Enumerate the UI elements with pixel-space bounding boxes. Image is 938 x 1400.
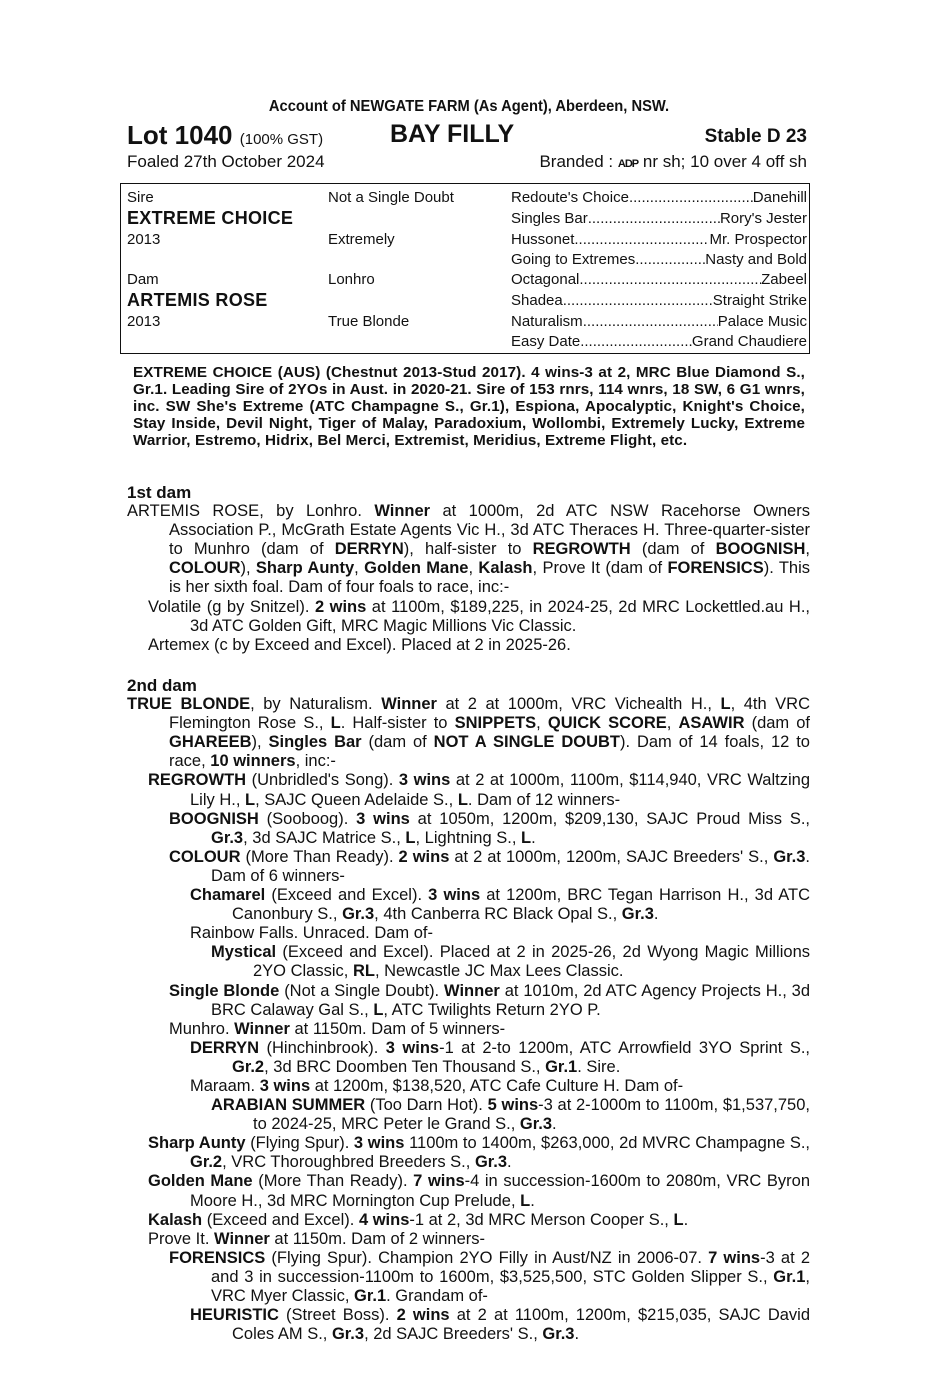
highlight-text: 3 wins	[259, 1076, 311, 1095]
highlight-text: Gr.2	[232, 1057, 265, 1076]
highlight-text: Gr.3	[474, 1153, 508, 1172]
highlight-text: Gr.3	[211, 828, 244, 847]
text-segment: , 2d SAJC Breeders' S.,	[364, 1325, 543, 1344]
highlight-text: L	[245, 790, 256, 809]
text-segment: at 1050m, 1200m, $209,130, SAJC Proud Miss S.,	[409, 809, 811, 828]
text-segment: at 1000m, 2d ATC NSW Racehorse Owners Association P., McGrath Estate Agents Vic H., 3d ATC Theraces H. Three-quarter-sister to Munhro (dam of	[169, 502, 810, 559]
text-segment: ,	[468, 559, 479, 578]
sire-year: 2013	[127, 231, 161, 248]
highlight-text: HEURISTIC	[190, 1306, 279, 1325]
text-segment: . Dam of 6 winners-	[211, 847, 811, 885]
text-segment: , by Naturalism.	[250, 695, 382, 714]
text-segment: at 2 at 1000m, 1100m, $114,940, VRC Waltzing Lily H.,	[190, 771, 811, 809]
highlight-text: L	[330, 714, 341, 733]
sire-name: EXTREME CHOICE	[127, 208, 294, 228]
text-segment: (Not a Single Doubt).	[279, 981, 445, 1000]
produce-record	[127, 886, 810, 924]
grandparent-sire-name: Octagonal	[511, 271, 580, 288]
text-segment: (Exceed and Excel). Placed at 2 in 2025-26, 2d Wyong Magic Millions 2YO Classic,	[253, 943, 810, 981]
highlight-text: 3 wins	[385, 1038, 440, 1057]
first-dam-section	[127, 483, 810, 655]
highlight-text: Gr.3	[542, 1325, 575, 1344]
text-segment: (More Than Ready).	[240, 847, 399, 866]
highlight-text: Winner	[234, 1019, 290, 1038]
grandparent-sire-name: Naturalism	[511, 313, 583, 330]
text-segment: -4 in succession-1600m to 2080m, VRC Byron Moore H., 3d MRC Mornington Cup Prelude,	[190, 1172, 811, 1210]
gst-note: (100% GST)	[239, 131, 324, 148]
dot-leader	[583, 313, 718, 330]
grandparent-row	[511, 210, 807, 227]
produce-record	[127, 1077, 810, 1096]
highlight-text: Chamarel	[190, 886, 266, 905]
text-segment: 1100m to 1400m, $263,000, 2d MVRC Champagne S.,	[404, 1134, 810, 1153]
highlight-text: 2 wins	[396, 1306, 450, 1325]
highlight-text: COLOUR	[169, 847, 241, 866]
highlight-text: 4 wins	[358, 1210, 410, 1229]
highlight-text: 3 wins	[356, 809, 410, 828]
text-segment: , VRC Thoroughbred Breeders S.,	[222, 1153, 475, 1172]
highlight-text: Mystical	[211, 943, 277, 962]
produce-record	[127, 1306, 810, 1344]
sire-summary: EXTREME CHOICE (AUS) (Chestnut 2013-Stud 2017). 4 wins-3 at 2, MRC Blue Diamond S., Gr.1. Leading Sire of 2YOs in Aust. in 2020-21. Sire of 153 rnrs, 114 wnrs, 18 SW, 6 G1 wnrs, inc. SW She's Extreme (ATC Champagne S., Gr.1), Espiona, Apocalyptic, Knight's Choice, Stay Inside, Devil Night, Tiger of Malay, Paradoxium, Wollombi, Extremely Lucky, Extreme Warrior, Estremo, Hidrix, Bel Merci, Extremist, Meridius, Extreme Flight, etc.	[133, 364, 805, 449]
text-segment: -1 at 2-to 1200m, ATC Arrowfield 3YO Sprint S.,	[439, 1038, 810, 1057]
grandparent-dam-sire-name: Zabeel	[761, 271, 807, 288]
text-segment: ,	[354, 559, 365, 578]
grandparent-sire-name: Easy Date	[511, 333, 581, 350]
branding	[539, 152, 807, 172]
highlight-text: Winner	[374, 502, 431, 521]
text-segment: (More Than Ready).	[252, 1172, 414, 1191]
highlight-text: Winner	[381, 695, 437, 714]
highlight-text: 3 wins	[398, 771, 451, 790]
grandparent-row	[511, 292, 807, 309]
text-segment: (Exceed and Excel).	[202, 1210, 359, 1229]
text-segment: Prove It.	[148, 1229, 215, 1248]
text-segment: , Newcastle JC Max Lees Classic.	[374, 962, 624, 981]
produce-record	[127, 1039, 810, 1077]
produce-record	[127, 943, 810, 981]
produce-record	[127, 924, 810, 943]
produce-record	[127, 1230, 810, 1249]
text-segment: (Flying Spur).	[245, 1134, 354, 1153]
text-segment: (Sooboog).	[258, 809, 357, 828]
highlight-text: Sharp Aunty	[255, 559, 355, 578]
grandparent-dam-sire-name: Straight Strike	[712, 292, 807, 309]
highlight-text: L	[720, 695, 731, 714]
text-segment: , 3d BRC Doomben Ten Thousand S.,	[264, 1057, 546, 1076]
text-segment: -1 at 2, 3d MRC Merson Cooper S.,	[409, 1210, 674, 1229]
consignor-line: Account of NEWGATE FARM (As Agent), Aberdeen, NSW.	[268, 98, 670, 115]
produce-record	[127, 1096, 810, 1134]
stable-location: Stable D 23	[704, 126, 807, 147]
highlight-text: Winner	[214, 1229, 270, 1248]
highlight-text: L	[521, 828, 532, 847]
highlight-text: Gr.3	[621, 905, 654, 924]
dam-dam: True Blonde	[328, 313, 410, 330]
text-segment: , 4th VRC Flemington Rose S.,	[169, 695, 811, 733]
text-segment: -3 at 2-1000m to 1100m, $1,537,750, to 2024-25, MRC Peter le Grand S.,	[253, 1096, 810, 1134]
second-dam-section	[127, 676, 810, 1344]
produce-record	[127, 771, 810, 809]
second-dam-heading: 2nd dam	[127, 676, 197, 695]
highlight-text: COLOUR	[169, 559, 241, 578]
text-segment: , inc:-	[295, 752, 336, 771]
text-segment: ),	[251, 733, 269, 752]
text-segment: (dam of	[744, 714, 811, 733]
highlight-text: Kalash	[148, 1210, 203, 1229]
text-segment: Maraam.	[190, 1076, 260, 1095]
text-segment: at 1010m, 2d ATC Agency Projects H., 3d BRC Calaway Gal S.,	[211, 981, 811, 1019]
text-segment: (Street Boss).	[278, 1306, 397, 1325]
text-segment: at 1200m, $138,520, ATC Cafe Culture H. Dam of-	[310, 1076, 684, 1095]
grandparent-sire-name: Hussonet	[511, 231, 575, 248]
text-segment: , SAJC Queen Adelaide S.,	[255, 790, 458, 809]
text-segment: .	[683, 1210, 689, 1229]
grandparent-sire-name: Redoute's Choice	[511, 189, 629, 206]
highlight-text: L	[373, 1000, 384, 1019]
text-segment: ARTEMIS ROSE, by Lonhro.	[127, 502, 375, 521]
first-dam-text	[127, 502, 810, 597]
produce-record	[127, 695, 810, 771]
highlight-text: BOOGNISH	[715, 540, 806, 559]
text-segment: . Sire.	[577, 1057, 621, 1076]
text-segment: at 1150m. Dam of 2 winners-	[269, 1229, 486, 1248]
highlight-text: Gr.2	[190, 1153, 223, 1172]
dot-leader	[588, 210, 720, 227]
text-segment: Volatile (g by Snitzel).	[148, 597, 315, 616]
text-segment: .	[507, 1153, 512, 1172]
branded-text: nr sh; 10 over 4 off sh	[642, 152, 807, 171]
text-segment: . Grandam of-	[386, 1287, 488, 1305]
dam-year: 2013	[127, 313, 161, 330]
highlight-text: L	[673, 1210, 684, 1229]
text-segment: (Flying Spur). Champion 2YO Filly in Aust/NZ in 2006-07.	[265, 1248, 709, 1267]
produce-record	[127, 1134, 810, 1172]
highlight-text: Gr.3	[519, 1115, 552, 1134]
highlight-text: QUICK SCORE	[547, 714, 667, 733]
highlight-text: 3 wins	[428, 886, 481, 905]
text-segment: ,	[805, 540, 810, 559]
text-segment: ). This is her sixth foal. Dam of four foals to race, inc:-	[169, 559, 811, 597]
highlight-text: DERRYN	[334, 540, 404, 559]
produce-record	[127, 810, 810, 848]
highlight-text: REGROWTH	[148, 771, 247, 790]
highlight-text: L	[520, 1191, 531, 1210]
highlight-text: FORENSICS	[169, 1248, 266, 1267]
dot-leader	[635, 251, 705, 268]
grandparent-sire-name: Singles Bar	[511, 210, 588, 227]
highlight-text: RL	[352, 962, 375, 981]
grandparent-row	[511, 313, 807, 330]
dot-leader	[580, 333, 692, 350]
text-segment: Rainbow Falls. Unraced. Dam of-	[190, 924, 434, 943]
text-segment: (Hinchinbrook).	[259, 1038, 386, 1057]
foaled-date: Foaled 27th October 2024	[127, 152, 325, 171]
produce-record	[127, 982, 810, 1020]
highlight-text: GHAREEB	[169, 733, 252, 752]
text-segment: (Exceed and Excel).	[265, 886, 429, 905]
highlight-text: TRUE BLONDE	[127, 695, 251, 714]
text-segment: at 2 at 1000m, VRC Vichealth H.,	[436, 695, 721, 714]
text-segment: , VRC Myer Classic,	[211, 1267, 810, 1305]
produce-record	[127, 1020, 810, 1039]
lot-number	[127, 120, 323, 151]
text-segment: at 2 at 1100m, 1200m, $215,035, SAJC David Coles AM S.,	[232, 1306, 811, 1344]
dot-leader	[629, 189, 753, 206]
highlight-text: 10 winners	[210, 752, 296, 771]
produce-record	[127, 1211, 810, 1230]
text-segment: at 2 at 1000m, 1200m, SAJC Breeders' S.,	[449, 847, 774, 866]
text-segment: , Prove It (dam of	[532, 559, 668, 578]
text-segment: , 3d SAJC Matrice S.,	[243, 828, 406, 847]
dam-name: ARTEMIS ROSE	[127, 290, 268, 310]
text-segment: .	[530, 1191, 535, 1210]
grandparent-row	[511, 271, 807, 288]
highlight-text: Singles Bar	[268, 733, 362, 752]
grandparent-row	[511, 231, 807, 248]
dot-leader	[563, 292, 713, 309]
dam-sire: Lonhro	[328, 271, 375, 288]
brand-mark: ADP	[617, 158, 639, 170]
grandparent-row	[511, 333, 807, 350]
grandparent-dam-sire-name: Grand Chaudiere	[691, 333, 807, 350]
text-segment: . Half-sister to	[340, 714, 455, 733]
branded-label: Branded :	[539, 152, 614, 171]
text-segment: (Unbridled's Song).	[246, 771, 399, 790]
horse-description: BAY FILLY	[390, 120, 515, 148]
sire-label: Sire	[127, 189, 154, 206]
highlight-text: SNIPPETS	[454, 714, 537, 733]
highlight-text: Golden Mane	[364, 559, 469, 578]
highlight-text: 7 wins	[708, 1248, 761, 1267]
text-segment: at 1100m, $189,225, in 2024-25, 2d MRC Lockettled.au H., 3d ATC Golden Gift, MRC Magic Millions Vic Classic.	[190, 597, 810, 635]
text-segment: (Too Darn Hot).	[365, 1096, 488, 1115]
highlight-text: 3 wins	[353, 1134, 405, 1153]
text-segment: .	[531, 828, 536, 847]
grandparent-sire-name: Going to Extremes	[511, 251, 636, 268]
first-dam-foal	[127, 636, 810, 655]
grandparent-dam-sire-name: Palace Music	[717, 313, 807, 330]
text-segment: . Dam of 12 winners-	[467, 790, 621, 809]
highlight-text: L	[405, 828, 416, 847]
grandparent-sire-name: Shadea	[511, 292, 563, 309]
highlight-text: Gr.1	[545, 1057, 578, 1076]
grandparent-row	[511, 189, 807, 206]
first-dam-heading: 1st dam	[127, 483, 192, 502]
highlight-text: 2 wins	[398, 847, 450, 866]
highlight-text: FORENSICS	[667, 559, 764, 578]
produce-record	[127, 1172, 810, 1210]
highlight-text: 7 wins	[413, 1172, 465, 1191]
text-segment: (dam of	[630, 540, 716, 559]
text-segment: (dam of	[361, 733, 434, 752]
text-segment: .	[552, 1115, 557, 1134]
highlight-text: DERRYN	[190, 1038, 260, 1057]
grandparent-dam-sire-name: Danehill	[752, 189, 807, 206]
grandparent-dam-sire-name: Rory's Jester	[719, 210, 807, 227]
sire-sire: Not a Single Doubt	[328, 189, 454, 206]
text-segment: ), half-sister to	[403, 540, 533, 559]
text-segment: , ATC Twilights Return 2YO P.	[383, 1000, 601, 1019]
text-segment: ,	[536, 714, 548, 733]
grandparent-dam-sire-name: Mr. Prospector	[709, 231, 807, 248]
highlight-text: Kalash	[478, 559, 533, 578]
text-segment: ). Dam of 14 foals, 12 to race,	[169, 733, 810, 771]
highlight-text: ARABIAN SUMMER	[211, 1096, 366, 1115]
grandparent-row	[511, 251, 807, 268]
second-dam-entries	[127, 695, 810, 1344]
produce-record	[127, 848, 810, 886]
text-segment: , 4th Canberra RC Black Opal S.,	[374, 905, 622, 924]
text-segment: at 1200m, BRC Tegan Harrison H., 3d ATC Canonbury S.,	[232, 886, 810, 924]
highlight-text: Winner	[444, 981, 500, 1000]
highlight-text: BOOGNISH	[169, 809, 259, 828]
highlight-text: Golden Mane	[148, 1172, 253, 1191]
produce-record	[127, 1249, 810, 1306]
text-segment: , Lightning S.,	[415, 828, 522, 847]
text-segment: ),	[240, 559, 256, 578]
dot-leader	[574, 231, 709, 248]
text-segment: at 1150m. Dam of 5 winners-	[289, 1019, 506, 1038]
highlight-text: Sharp Aunty	[148, 1134, 246, 1153]
highlight-text: REGROWTH	[532, 540, 631, 559]
grandparent-dam-sire-name: Nasty and Bold	[705, 251, 807, 268]
text-segment: .	[574, 1325, 580, 1344]
dot-leader	[579, 271, 761, 288]
highlight-text: 5 wins	[487, 1096, 539, 1115]
text-segment: ,	[666, 714, 679, 733]
highlight-text: 2 wins	[314, 597, 367, 616]
highlight-text: Gr.3	[331, 1325, 365, 1344]
highlight-text: Gr.1	[354, 1287, 387, 1305]
highlight-text: Gr.3	[773, 847, 806, 866]
dam-label: Dam	[127, 271, 159, 288]
text-segment: .	[653, 905, 659, 924]
sire-dam: Extremely	[328, 231, 395, 248]
highlight-text: Gr.1	[773, 1267, 806, 1286]
highlight-text: Gr.3	[342, 905, 375, 924]
highlight-text: ASAWIR	[678, 714, 745, 733]
text-segment: Munhro.	[169, 1019, 235, 1038]
highlight-text: L	[457, 790, 468, 809]
first-dam-foal	[127, 598, 810, 636]
text-segment: Artemex (c by Exceed and Excel). Placed at 2 in 2025-26.	[148, 635, 571, 654]
lot-label: Lot 1040	[127, 120, 233, 150]
highlight-text: NOT A SINGLE DOUBT	[433, 733, 620, 752]
text-segment: -3 at 2 and 3 in succession-1100m to 1600m, $3,525,500, STC Golden Slipper S.,	[211, 1248, 811, 1286]
highlight-text: Single Blonde	[169, 981, 280, 1000]
